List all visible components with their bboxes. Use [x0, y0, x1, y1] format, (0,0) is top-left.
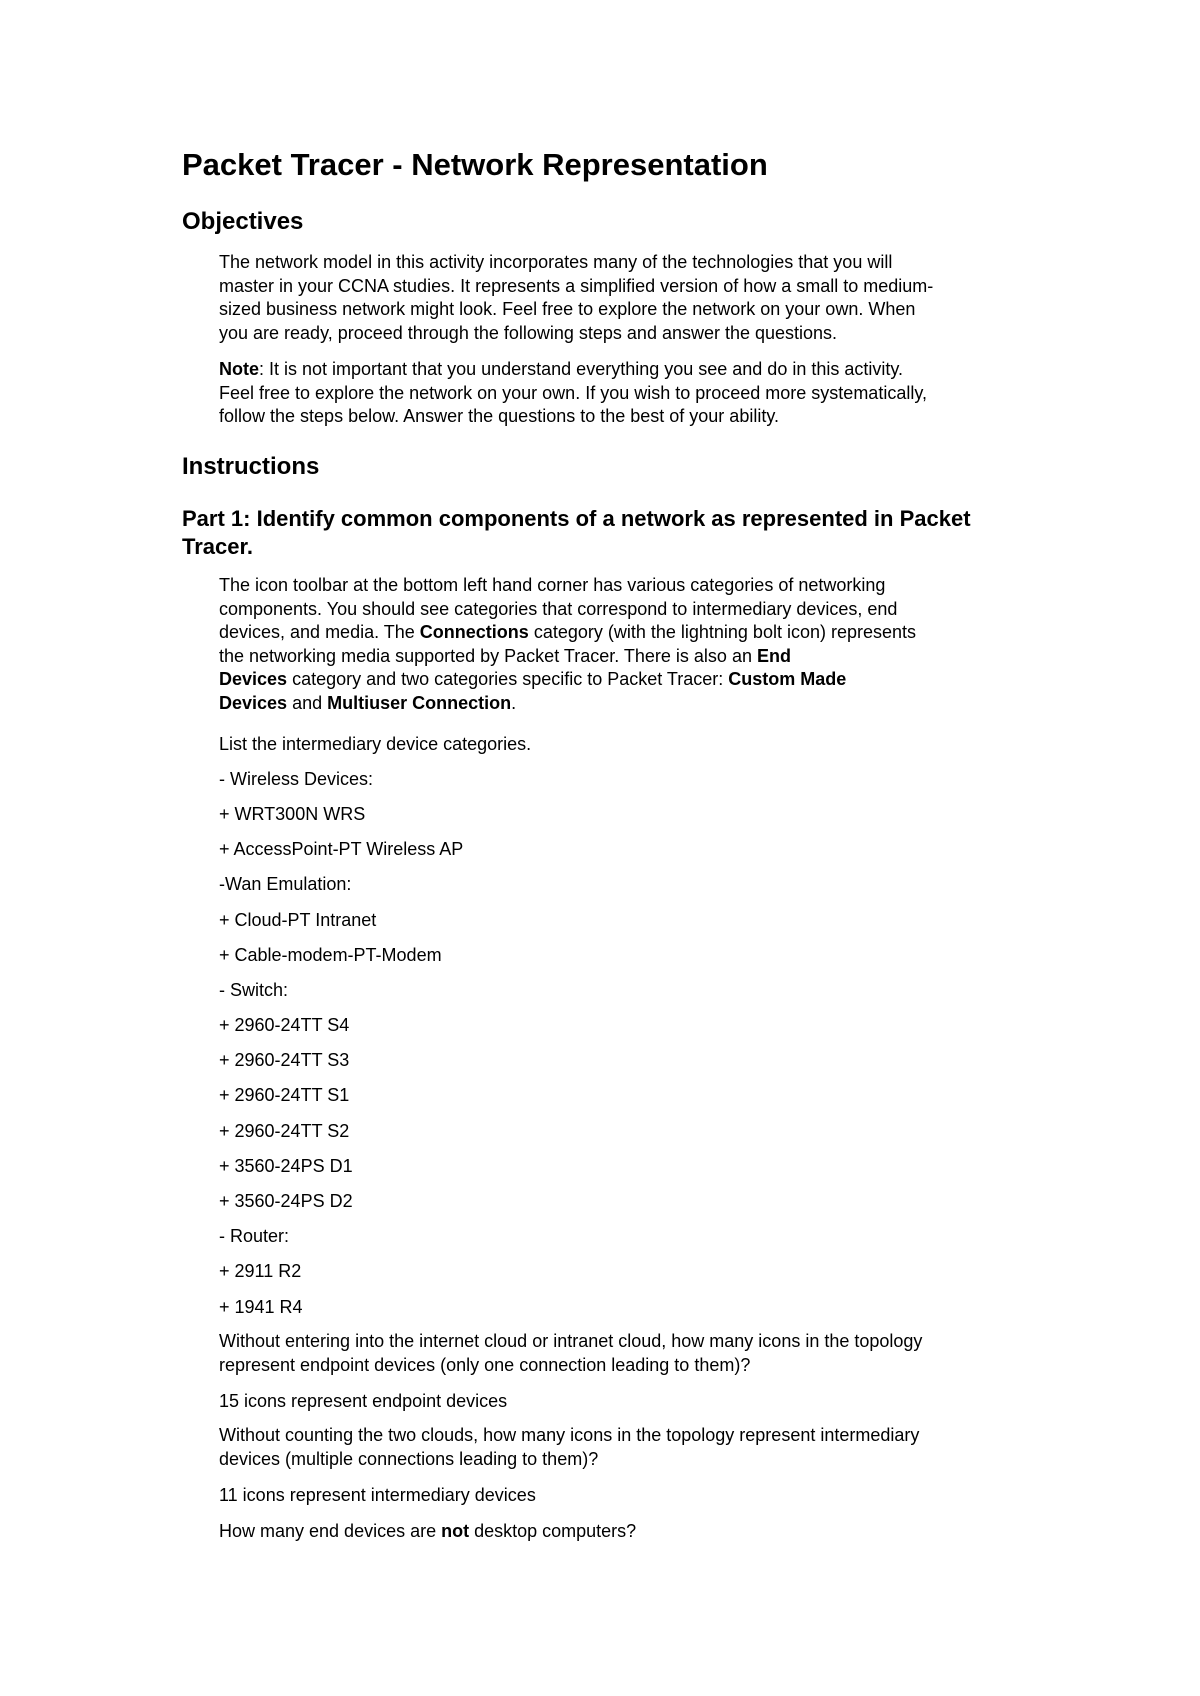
text-line: Without counting the two clouds, how many icons in the topology represent intermediary [219, 1425, 920, 1445]
devices-term: Devices [219, 692, 288, 713]
part1-intro-paragraph [219, 574, 1054, 715]
list-item: - Router: [219, 1226, 290, 1246]
text-line: Devices category and two categories specific to Packet Tracer: Custom Made [219, 669, 847, 689]
multiuser-connection-term: Multiuser Connection [327, 692, 512, 713]
text-line: the networking media supported by Packet Tracer. There is also an End [219, 645, 791, 666]
answer-1: 15 icons represent endpoint devices [219, 1391, 508, 1411]
text-line: devices (multiple connections leading to them)? [219, 1448, 599, 1469]
text-line: Feel free to explore the network on your own. If you wish to proceed more systematically, [219, 382, 927, 403]
list-item: -Wan Emulation: [219, 874, 352, 894]
question-2 [219, 1424, 1054, 1471]
answer-2: 11 icons represent intermediary devices [219, 1485, 536, 1505]
text-line: components. You should see categories that correspond to intermediary devices, end [219, 598, 898, 619]
list-item: + 3560-24PS D2 [219, 1191, 353, 1211]
list-item: + AccessPoint-PT Wireless AP [219, 839, 464, 859]
text-line: you are ready, proceed through the following steps and answer the questions. [219, 322, 838, 343]
text-line: Without entering into the internet cloud or intranet cloud, how many icons in the topology [219, 1331, 923, 1351]
note-paragraph [219, 358, 1054, 429]
text-line: master in your CCNA studies. It represents a simplified version of how a small to medium- [219, 275, 934, 296]
connections-term: Connections [419, 622, 529, 642]
text-line: Note: It is not important that you understand everything you see and do in this activity. [219, 359, 904, 379]
list-prompt: List the intermediary device categories. [219, 734, 532, 754]
text-line: represent endpoint devices (only one connection leading to them)? [219, 1354, 751, 1375]
part1-heading: Part 1: Identify common components of a network as represented in Packet Tracer. [182, 506, 971, 559]
list-item: - Wireless Devices: [219, 769, 374, 789]
end-term: End [756, 645, 791, 666]
question-1 [219, 1330, 1054, 1377]
text-line: follow the steps below. Answer the questions to the best of your ability. [219, 406, 779, 426]
list-item: + Cable-modem-PT-Modem [219, 945, 442, 965]
list-item: + Cloud-PT Intranet [219, 910, 377, 930]
question-3: How many end devices are not desktop computers? [219, 1521, 637, 1541]
not-emphasis: not [441, 1521, 470, 1541]
list-item: + 1941 R4 [219, 1297, 303, 1317]
devices-term: Devices [219, 669, 288, 689]
text-line: The network model in this activity incorporates many of the technologies that you will [219, 252, 893, 272]
text-line: sized business network might look. Feel free to explore the network on your own. When [219, 299, 916, 319]
list-item: + 2960-24TT S3 [219, 1050, 350, 1070]
text-line: Devices and Multiuser Connection. [219, 692, 517, 713]
custom-made-term: Custom Made [728, 669, 847, 689]
text-line: The icon toolbar at the bottom left hand corner has various categories of networking [219, 575, 886, 595]
note-label: Note [219, 359, 259, 379]
list-item: + 2911 R2 [219, 1261, 302, 1281]
list-item: + 3560-24PS D1 [219, 1156, 353, 1176]
list-item: + 2960-24TT S1 [219, 1085, 350, 1105]
list-item: + 2960-24TT S4 [219, 1015, 350, 1035]
text-line: devices, and media. The Connections category (with the lightning bolt icon) represents [219, 622, 917, 642]
instructions-heading: Instructions [182, 453, 320, 480]
list-item: + 2960-24TT S2 [219, 1121, 350, 1141]
objectives-paragraph [219, 251, 1054, 345]
list-item: - Switch: [219, 980, 289, 1000]
list-item: + WRT300N WRS [219, 804, 366, 824]
page-title: Packet Tracer - Network Representation [182, 147, 768, 182]
objectives-heading: Objectives [182, 208, 304, 235]
